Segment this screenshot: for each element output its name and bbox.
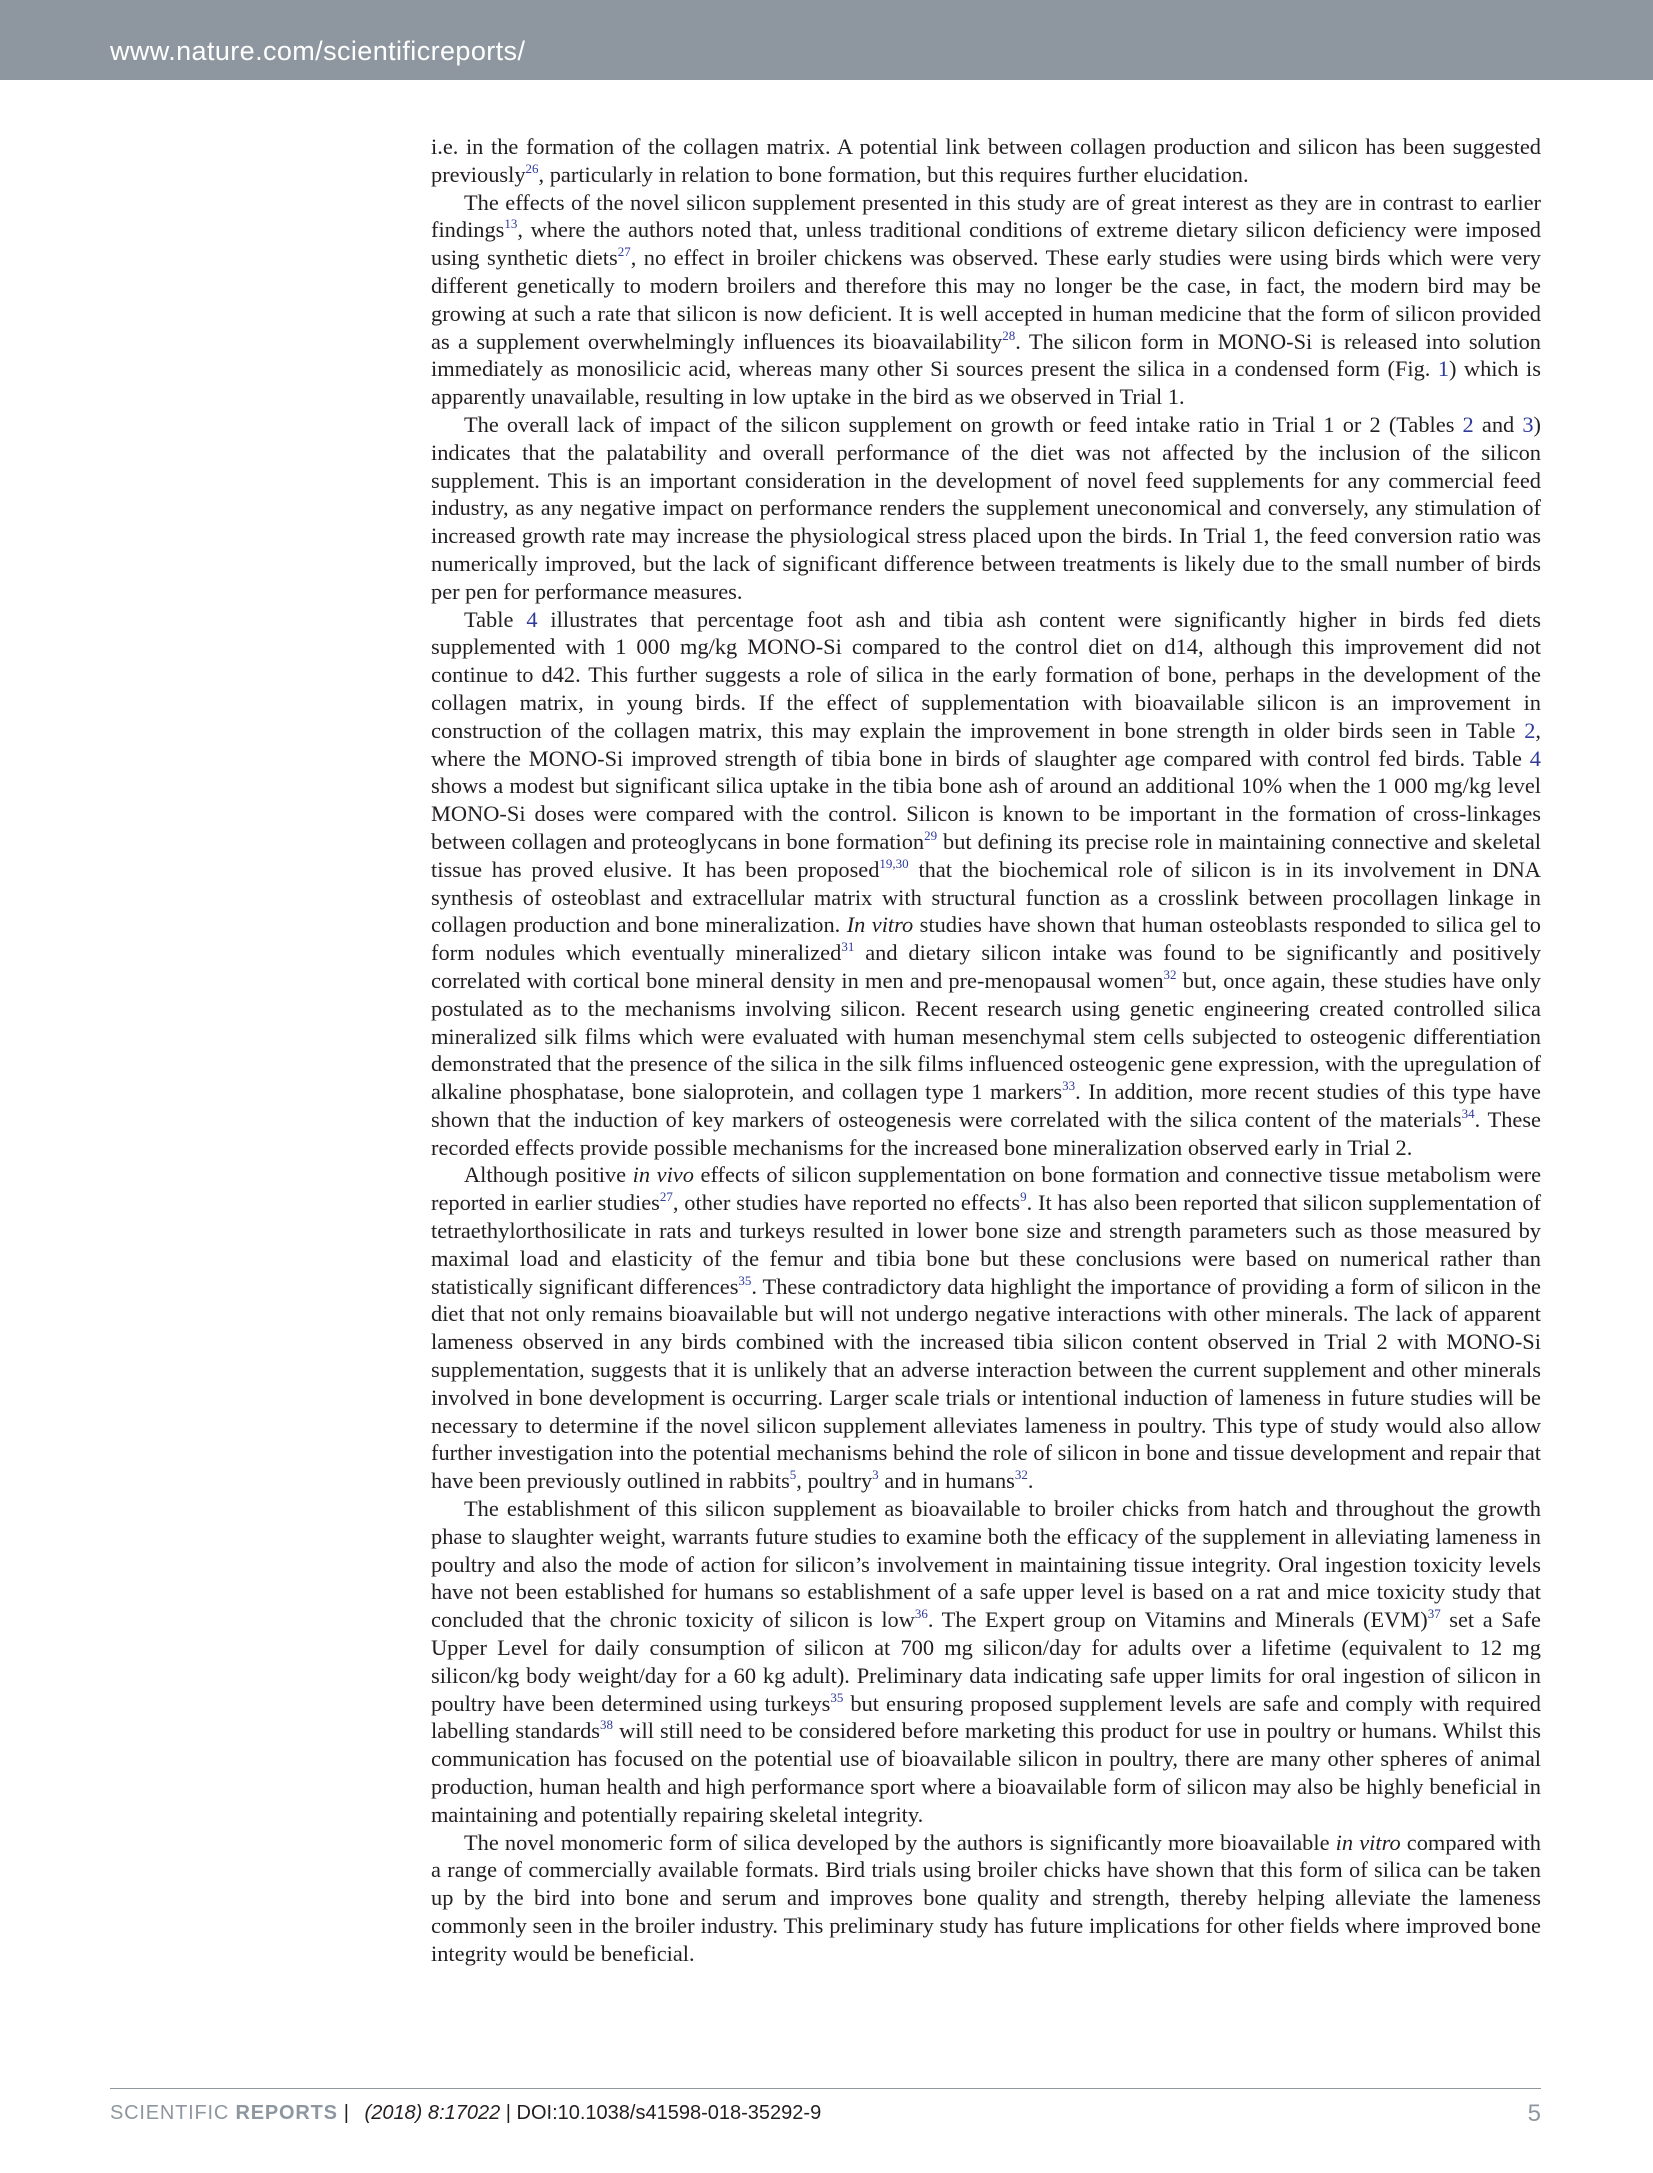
doi-text[interactable]: | DOI:10.1038/s41598-018-35292-9 bbox=[505, 2102, 822, 2124]
citation-superscript[interactable]: 36 bbox=[914, 1606, 928, 1622]
italic-term: In vitro bbox=[846, 912, 914, 938]
text-run: studies have shown that human osteoblasts responded to silica gel to form nodules which eventually mineralized bbox=[431, 912, 1541, 966]
footer-divider bbox=[110, 2088, 1541, 2089]
text-run: , where the MONO-Si improved strength of tibia bone in birds of slaughter age compared with control fed birds. Table bbox=[431, 717, 1541, 771]
citation-superscript[interactable]: 35 bbox=[738, 1272, 752, 1288]
body-paragraph bbox=[431, 189, 1541, 411]
citation-superscript[interactable]: 38 bbox=[600, 1717, 613, 1733]
citation-superscript[interactable]: 9 bbox=[1020, 1189, 1027, 1205]
citation-superscript[interactable]: 32 bbox=[1163, 966, 1177, 982]
text-run: Table bbox=[464, 606, 527, 632]
italic-term: in vitro bbox=[1335, 1829, 1401, 1855]
text-run: . These recorded effects provide possible mechanisms for the increased bone mineralization observed early in Trial 2. bbox=[431, 1106, 1541, 1160]
text-run: , particularly in relation to bone formation, but this requires further elucidation. bbox=[538, 161, 1249, 187]
text-run: that the biochemical role of silicon is in its involvement in DNA synthesis of osteoblast and extracellular matrix with structural function as a crosslink between procollagen linkage in collagen production and bone mineralization. bbox=[431, 856, 1541, 938]
text-run: , poultry bbox=[796, 1468, 873, 1494]
text-run: . In addition, more recent studies of this type have shown that the induction of key markers of osteogenesis were correlated with the silica content of the materials bbox=[431, 1079, 1541, 1132]
cross-reference-link[interactable]: 2 bbox=[1462, 411, 1474, 437]
citation-superscript[interactable]: 33 bbox=[1062, 1078, 1076, 1094]
footer-separator: | bbox=[343, 2102, 349, 2124]
citation-superscript[interactable]: 29 bbox=[924, 827, 938, 843]
text-run: but defining its precise role in maintaining connective and skeletal tissue has proved elusive. It has been proposed bbox=[431, 828, 1541, 882]
page-number: 5 bbox=[1527, 2100, 1541, 2127]
text-run: set a Safe Upper Level for daily consumption of silicon at 700 mg silicon/day for adults over a lifetime (equivalent to 12 mg silicon/kg body weight/day for a 60 kg adult). Preliminary data indicating safe upper limits for oral ingestion of silicon in poultry have been determined using turkeys bbox=[431, 1607, 1542, 1716]
text-run: The effects of the novel silicon supplement presented in this study are of great interest as they are in contrast to earlier findings bbox=[431, 189, 1541, 243]
text-run: and bbox=[1473, 411, 1523, 437]
body-paragraph bbox=[431, 411, 1541, 606]
citation-superscript[interactable]: 27 bbox=[617, 244, 631, 260]
text-run: but, once again, these studies have only postulated as to the mechanisms involving silicon. Recent research using genetic engineering created controlled silica mineralized silk films which were evaluated with human mesenchymal stem cells subjected to osteogenic differentiation demonstrated that the presence of the silica in the silk films influenced osteogenic gene expression, with the upregulation of alkaline phosphatase, bone sialoprotein, and collagen type 1 markers bbox=[431, 967, 1541, 1105]
text-run: , where the authors noted that, unless traditional conditions of extreme dietary silicon deficiency were imposed using synthetic diets bbox=[431, 217, 1541, 271]
citation-superscript[interactable]: 26 bbox=[525, 160, 539, 176]
text-run: but ensuring proposed supplement levels are safe and comply with required labelling standards bbox=[431, 1690, 1542, 1744]
text-run: , other studies have reported no effects bbox=[672, 1190, 1021, 1216]
italic-term: in vivo bbox=[632, 1162, 694, 1188]
body-paragraph bbox=[431, 1161, 1541, 1495]
text-run: . bbox=[1027, 1468, 1034, 1494]
text-run: . It has also been reported that silicon supplementation of tetraethylorthosilicate in rats and turkeys resulted in lower bone size and strength parameters such as those measured by maximal load and elasticity of the femur and tibia bone but these conclusions were based on numerical rather than statistically significant differences bbox=[431, 1190, 1541, 1299]
article-body bbox=[431, 133, 1541, 1968]
journal-header-bar bbox=[0, 0, 1653, 80]
brand-prefix: SCIENTIFIC bbox=[110, 2102, 230, 2124]
citation-superscript[interactable]: 13 bbox=[504, 216, 518, 232]
text-run: i.e. in the formation of the collagen matrix. A potential link between collagen production and silicon has been suggested previously bbox=[431, 134, 1541, 187]
citation-superscript[interactable]: 19,30 bbox=[879, 855, 909, 871]
journal-url-link[interactable]: www.nature.com/scientificreports/ bbox=[110, 36, 526, 66]
text-run: ) which is apparently unavailable, resulting in low uptake in the bird as we observed in Trial 1. bbox=[431, 356, 1541, 410]
brand-suffix: REPORTS bbox=[235, 2102, 338, 2124]
text-run: Although positive bbox=[464, 1162, 633, 1188]
citation-superscript[interactable]: 5 bbox=[789, 1467, 797, 1483]
text-run: The establishment of this silicon supplement as bioavailable to broiler chicks from hatch and throughout the growth phase to slaughter weight, warrants future studies to examine both the efficacy of the supplement in alleviating lameness in poultry and also the mode of action for silicon’s involvement in maintaining tissue integrity. Oral ingestion toxicity levels have not been established for humans so establishment of a safe upper level is based on a rat and mice toxicity study that concluded that the chronic toxicity of silicon is low bbox=[431, 1496, 1541, 1633]
text-run: . These contradictory data highlight the importance of providing a form of silicon in the diet that not only remains bioavailable but will not undergo negative interactions with other minerals. The lack of apparent lameness observed in any birds combined with the increased tibia silicon content observed in Trial 2 with MONO-Si supplementation, suggests that it is unlikely that an adverse interaction between the current supplement and other minerals involved in bone development is occurring. Larger scale trials or intentional induction of lameness in future studies will be necessary to determine if the novel silicon supplement alleviates lameness in poultry. This type of study would also allow further investigation into the potential mechanisms behind the role of silicon in bone and tissue development and repair that have been previously outlined in rabbits bbox=[431, 1273, 1542, 1494]
text-run: and dietary silicon intake was found to be significantly and positively correlated with cortical bone mineral density in men and pre-menopausal women bbox=[431, 940, 1541, 993]
text-run: The novel monomeric form of silica developed by the authors is significantly more bioavailable bbox=[464, 1829, 1336, 1855]
text-run: effects of silicon supplementation on bone formation and connective tissue metabolism were reported in earlier studies bbox=[431, 1162, 1542, 1216]
citation-superscript[interactable]: 31 bbox=[841, 939, 855, 955]
citation-superscript[interactable]: 28 bbox=[1002, 327, 1016, 343]
body-paragraph bbox=[431, 133, 1541, 189]
text-run: compared with a range of commercially available formats. Bird trials using broiler chicks have shown that this form of silica can be taken up by the bird into bone and serum and improves bone quality and strength, thereby helping alleviate the lameness commonly seen in the broiler industry. This preliminary study has future implications for other fields where improved bone integrity would be beneficial. bbox=[431, 1829, 1541, 1966]
cross-reference-link[interactable]: 4 bbox=[1529, 745, 1541, 771]
text-run: . The Expert group on Vitamins and Minerals (EVM) bbox=[927, 1607, 1428, 1633]
cross-reference-link[interactable]: 4 bbox=[526, 606, 538, 632]
citation-superscript[interactable]: 3 bbox=[872, 1467, 879, 1483]
citation-superscript[interactable]: 35 bbox=[830, 1689, 844, 1705]
body-paragraph bbox=[431, 606, 1541, 1162]
text-run: The overall lack of impact of the silicon supplement on growth or feed intake ratio in Trial 1 or 2 (Tables bbox=[464, 411, 1463, 437]
cross-reference-link[interactable]: 1 bbox=[1437, 356, 1450, 382]
citation-superscript[interactable]: 27 bbox=[659, 1189, 673, 1205]
citation-superscript[interactable]: 32 bbox=[1014, 1467, 1028, 1483]
page-footer bbox=[110, 2102, 1541, 2132]
cross-reference-link[interactable]: 3 bbox=[1522, 411, 1534, 437]
volume-info: (2018) 8:17022 bbox=[364, 2102, 501, 2124]
citation-superscript[interactable]: 37 bbox=[1427, 1606, 1441, 1622]
cross-reference-link[interactable]: 2 bbox=[1524, 717, 1536, 743]
body-paragraph bbox=[431, 1495, 1541, 1829]
citation-superscript[interactable]: 34 bbox=[1461, 1105, 1475, 1121]
text-run: will still need to be considered before marketing this product for use in poultry or humans. Whilst this communication has focused on the potential use of bioavailable silicon in poultry, there are many other spheres of animal production, human health and high performance sport where a bioavailable form of silicon may also be highly beneficial in maintaining and potentially repairing skeletal integrity. bbox=[431, 1718, 1541, 1827]
body-paragraph bbox=[431, 1829, 1541, 1968]
text-run: and in humans bbox=[878, 1468, 1015, 1494]
text-run: shows a modest but significant silica uptake in the tibia bone ash of around an additional 10% when the 1 000 mg/kg level MONO-Si doses were compared with the control. Silicon is known to be important in the formation of cross-linkages between collagen and proteoglycans in bone formation bbox=[431, 773, 1541, 854]
text-run: , no effect in broiler chickens was observed. These early studies were using birds which were very different genetically to modern broilers and therefore this may no longer be the case, in fact, the modern bird may be growing at such a rate that silicon is now deficient. It is well accepted in human medicine that the form of silicon provided as a supplement overwhelmingly influences its bioavailability bbox=[431, 245, 1541, 354]
text-run: . The silicon form in MONO-Si is released into solution immediately as monosilicic acid, whereas many other Si sources present the silica in a condensed form (Fig. bbox=[431, 328, 1541, 382]
text-run: ) indicates that the palatability and overall performance of the diet was not affected by the inclusion of the silicon supplement. This is an important consideration in the development of novel feed supplements for any commercial feed industry, as any negative impact on performance renders the supplement uneconomical and conversely, any stimulation of increased growth rate may increase the physiological stress placed upon the birds. In Trial 1, the feed conversion ratio was numerically improved, but the lack of significant difference between treatments is likely due to the small number of birds per pen for performance measures. bbox=[431, 411, 1542, 604]
journal-brand bbox=[110, 2102, 338, 2124]
text-run: illustrates that percentage foot ash and tibia ash content were significantly higher in birds fed diets supplemented with 1 000 mg/kg MONO-Si compared to the control diet on d14, although this improvement did not continue to d42. This further suggests a role of silica in the early formation of bone, perhaps in the development of the collagen matrix, in young birds. If the effect of supplementation with bioavailable silicon is an improvement in construction of the collagen matrix, this may explain the improvement in bone strength in older birds seen in Table bbox=[431, 606, 1541, 743]
